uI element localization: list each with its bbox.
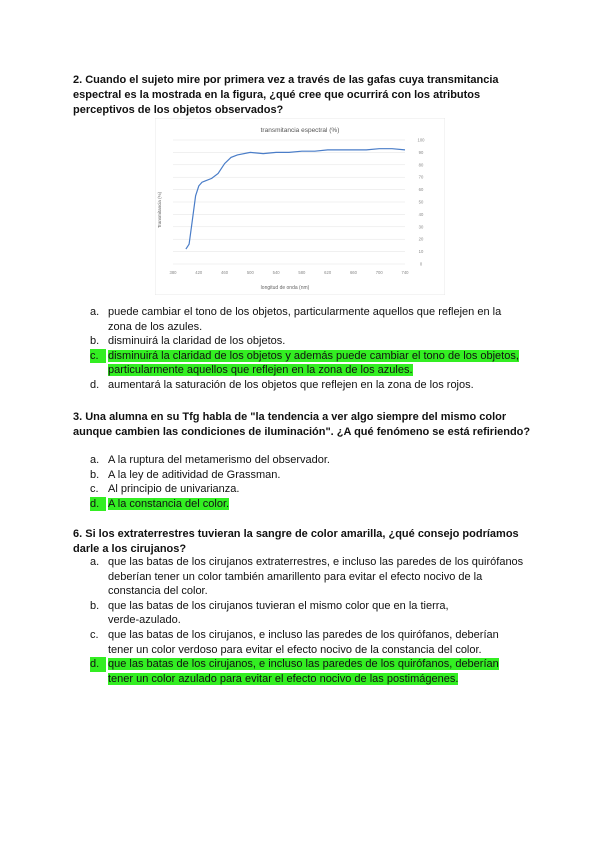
option-letter: b. — [90, 335, 100, 348]
chart-x-tick-label: 660 — [349, 270, 357, 275]
option-text — [108, 555, 540, 599]
chart-y-tick-label: 30 — [418, 224, 424, 230]
chart-x-tick-label: 580 — [298, 270, 306, 275]
option-text-line: zona de los azules. — [108, 320, 203, 333]
chart-y-tick-label: 40 — [418, 211, 424, 217]
chart-x-tick-label: 700 — [375, 270, 383, 275]
option-text-line: que las batas de los cirujanos extraterrestres, e incluso las paredes de los quirófanos — [108, 556, 524, 568]
chart-svg — [155, 118, 445, 295]
option-text-line: deberían tener un color también amarillento para evitar el efecto nocivo de la — [108, 570, 483, 583]
option-letter: a. — [90, 454, 100, 466]
option-text-line: disminuirá la claridad de los objetos. — [108, 335, 286, 348]
question-6-title: 6. Si los extraterrestres tuvieran la sangre de color amarilla, ¿qué consejo podríamos darle a los cirujanos? — [73, 528, 519, 555]
chart-y-tick-label: 100 — [417, 137, 425, 143]
option-text-line: aumentará la saturación de los objetos que reflejen en la zona de los rojos. — [108, 378, 474, 391]
q6-option-b — [90, 599, 540, 628]
chart-y-tick-label: 10 — [418, 249, 424, 255]
option-text-line: particularmente aquellos que reflejen en la zona de los azules. — [108, 364, 413, 377]
q2-option-b — [90, 334, 540, 349]
chart-x-tick-label: 620 — [324, 270, 332, 275]
question-3-options — [90, 453, 540, 511]
option-text-line: que las batas de los cirujanos tuvieran el mismo color que en la tierra, — [108, 599, 449, 612]
option-letter: c. — [90, 628, 99, 641]
option-text-line: tener un color azulado para evitar el efecto nocivo de las postimágenes. — [108, 672, 459, 685]
chart-x-tick-label: 500 — [246, 270, 254, 275]
chart-y-tick-label: 70 — [418, 174, 424, 180]
option-letter: b. — [90, 468, 100, 481]
transmittance-chart — [155, 118, 445, 295]
option-text-line: A la ruptura del metamerismo del observador. — [108, 454, 330, 466]
option-text — [108, 657, 540, 686]
option-text — [108, 497, 540, 512]
q6-option-c — [90, 628, 540, 657]
option-letter: d. — [90, 657, 106, 672]
chart-x-tick-label: 460 — [221, 270, 229, 275]
option-letter: c. — [90, 349, 106, 364]
option-letter: a. — [90, 556, 100, 568]
option-text — [108, 378, 540, 393]
option-text — [108, 599, 540, 628]
option-letter: c. — [90, 483, 99, 496]
chart-y-axis-label: Transmitancia (%) — [157, 191, 162, 229]
chart-y-tick-label: 50 — [418, 199, 424, 205]
option-text-line: puede cambiar el tono de los objetos, particularmente aquellos que reflejen en la — [108, 306, 502, 318]
option-letter: a. — [90, 306, 100, 318]
question-6-options — [90, 555, 540, 686]
question-3-title: 3. Una alumna en su Tfg habla de "la tendencia a ver algo siempre del mismo color aunque cambien las condiciones de iluminación". ¿A qué fenómeno se está refiriendo? — [73, 411, 531, 438]
q3-option-b — [90, 468, 540, 483]
option-text — [108, 482, 540, 497]
chart-title: transmitancia espectral (%) — [260, 127, 340, 134]
question-2-title: 2. Cuando el sujeto mire por primera vez a través de las gafas cuya transmitancia espectral es la mostrada en la figura, ¿qué cree que ocurrirá con los atributos perceptivos de los objetos observados? — [73, 74, 499, 116]
chart-x-tick-label: 540 — [272, 270, 280, 275]
option-letter: d. — [90, 497, 106, 512]
option-text — [108, 349, 540, 378]
option-text-line: que las batas de los cirujanos, e incluso las paredes de los quirófanos, deberían — [108, 628, 499, 641]
chart-y-tick-label: 0 — [419, 261, 423, 267]
option-text-line: que las batas de los cirujanos, e incluso las paredes de los quirófanos, deberían — [108, 658, 499, 671]
chart-y-tick-label: 80 — [418, 162, 424, 168]
option-text-line: constancia del color. — [108, 585, 208, 598]
chart-x-axis-label: longitud de onda (nm) — [260, 285, 310, 291]
option-text-line: Al principio de univarianza. — [108, 483, 240, 496]
q3-option-a — [90, 453, 540, 468]
option-text-line: tener un color verdoso para evitar el efecto nocivo de la constancia del color. — [108, 643, 482, 656]
option-text — [108, 305, 540, 334]
chart-frame — [155, 118, 445, 295]
chart-x-tick-label: 380 — [169, 270, 177, 275]
option-letter: d. — [90, 378, 100, 391]
chart-y-tick-label: 90 — [418, 149, 424, 155]
q6-option-d — [90, 657, 540, 686]
q2-option-a — [90, 305, 540, 334]
q2-option-c — [90, 349, 540, 378]
q3-option-d — [90, 497, 540, 512]
option-text-line: verde-azulado. — [108, 614, 181, 627]
q6-option-a — [90, 555, 540, 599]
option-text-line: disminuirá la claridad de los objetos y además puede cambiar el tono de los objetos, — [108, 349, 519, 362]
q3-option-c — [90, 482, 540, 497]
chart-x-tick-label: 740 — [401, 270, 409, 275]
option-letter: b. — [90, 599, 100, 612]
option-text-line: A la ley de aditividad de Grassman. — [108, 468, 281, 481]
option-text — [108, 453, 540, 468]
q2-option-d — [90, 378, 540, 393]
option-text — [108, 334, 540, 349]
chart-y-tick-label: 20 — [418, 236, 424, 242]
option-text — [108, 468, 540, 483]
option-text — [108, 628, 540, 657]
option-text-line: A la constancia del color. — [108, 497, 230, 510]
question-2-options — [90, 305, 540, 393]
chart-x-tick-label: 420 — [195, 270, 203, 275]
chart-y-tick-label: 60 — [418, 187, 424, 193]
